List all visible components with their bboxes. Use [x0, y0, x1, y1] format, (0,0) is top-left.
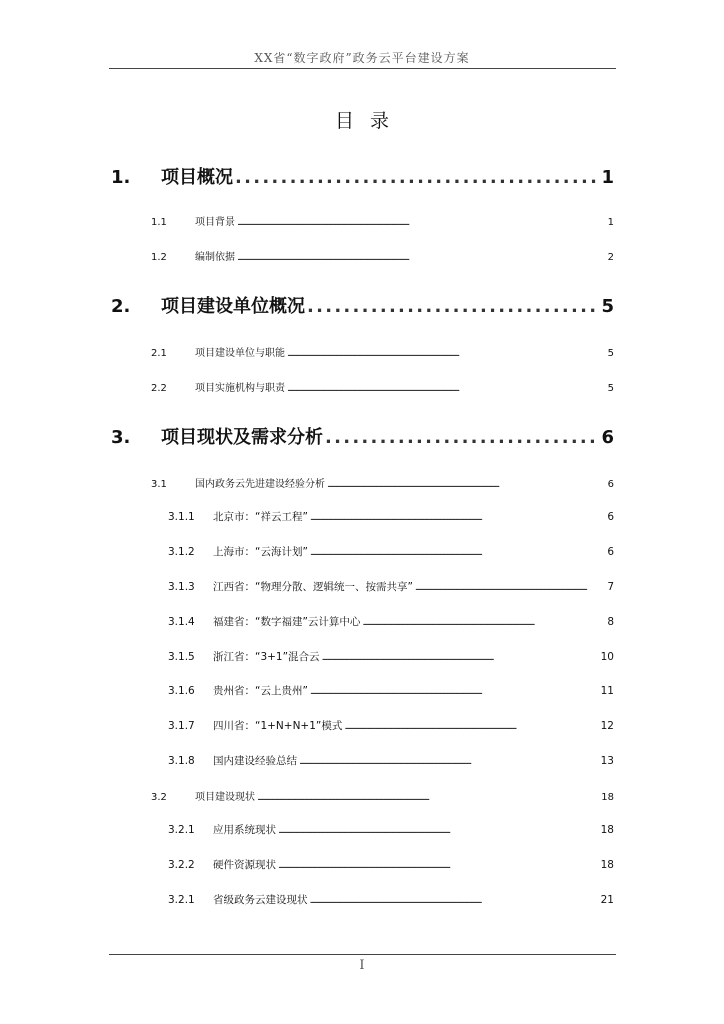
toc-entry-number: 3.2.2 — [168, 859, 195, 871]
toc-title: 目录 — [334, 110, 405, 132]
dot-leader — [344, 722, 598, 732]
dot-leader — [325, 427, 599, 448]
running-header: XX省“数字政府”政务云平台建设方案 — [254, 51, 470, 65]
toc-entry-label: 北京市：“祥云工程” — [213, 511, 308, 523]
footer-rule — [109, 954, 616, 955]
toc-entry-1-1[interactable] — [151, 213, 614, 228]
toc-entry-page: 6 — [607, 479, 614, 490]
toc-entry-2-2[interactable] — [151, 379, 614, 394]
toc-entry-label: 项目建设现状 — [195, 792, 255, 803]
dot-leader — [307, 296, 599, 317]
toc-entry-3-1-8[interactable] — [168, 753, 614, 768]
dot-leader — [237, 253, 606, 263]
dot-leader — [278, 861, 599, 871]
toc-entry-3-1-1[interactable] — [168, 509, 614, 524]
toc-entry-number: 1.2 — [151, 252, 167, 263]
toc-entry-page: 7 — [607, 581, 614, 593]
toc-entry-3-1[interactable] — [151, 475, 614, 490]
toc-entry-label: 项目建设单位与职能 — [195, 348, 285, 359]
dot-leader — [310, 687, 599, 697]
toc-entry-number: 2.1 — [151, 348, 167, 359]
toc-entry-number: 3. — [111, 427, 131, 448]
toc-entry-3-2-2[interactable] — [168, 857, 614, 872]
toc-entry-label: 项目实施机构与职责 — [195, 383, 285, 394]
dot-leader — [257, 793, 599, 803]
toc-entry-page: 6 — [601, 427, 614, 448]
toc-entry-1-2[interactable] — [151, 248, 614, 263]
toc-entry-3-1-5[interactable] — [168, 649, 614, 664]
toc-entry-label: 应用系统现状 — [213, 824, 276, 836]
page-number: I — [359, 958, 365, 973]
toc-entry-page: 1 — [601, 167, 614, 188]
toc-entry-number: 3.1.4 — [168, 616, 195, 628]
toc-entry-number: 1. — [111, 167, 131, 188]
toc-entry-page: 13 — [600, 755, 614, 767]
dot-leader — [237, 218, 606, 228]
toc-entry-number: 3.2.1 — [168, 894, 195, 906]
toc-entry-number: 3.1.3 — [168, 581, 195, 593]
toc-entry-3-1-3[interactable] — [168, 579, 614, 594]
toc-entry-3[interactable] — [111, 423, 614, 449]
dot-leader — [310, 896, 599, 906]
toc-entry-label: 上海市：“云海计划” — [213, 546, 308, 558]
dot-leader — [310, 548, 605, 558]
toc-entry-number: 3.1.8 — [168, 755, 195, 767]
dot-leader — [415, 583, 605, 593]
toc-entry-page: 10 — [600, 651, 614, 663]
toc-entry-page: 18 — [600, 824, 614, 836]
dot-leader — [235, 167, 599, 188]
toc-entry-3-1-6[interactable] — [168, 683, 614, 698]
toc-entry-label: 福建省：“数字福建”云计算中心 — [213, 616, 361, 628]
dot-leader — [362, 618, 605, 628]
toc-entry-label: 硬件资源现状 — [213, 859, 276, 871]
dot-leader — [299, 757, 599, 767]
toc-entry-number: 2.2 — [151, 383, 167, 394]
toc-entry-page: 2 — [607, 252, 614, 263]
toc-entry-number: 3.1.2 — [168, 546, 195, 558]
toc-entry-page: 5 — [607, 383, 614, 394]
toc-entry-page: 6 — [607, 511, 614, 523]
toc-entry-label: 浙江省：“3+1”混合云 — [213, 651, 320, 663]
toc-entry-label: 贵州省：“云上贵州” — [213, 685, 308, 697]
toc-entry-page: 18 — [600, 859, 614, 871]
dot-leader — [278, 826, 599, 836]
toc-entry-page: 11 — [600, 685, 614, 697]
toc-entry-1[interactable] — [111, 163, 614, 189]
toc-entry-number: 3.1.7 — [168, 720, 195, 732]
toc-entry-number: 3.1.6 — [168, 685, 195, 697]
toc-entry-page: 8 — [607, 616, 614, 628]
toc-entry-page: 6 — [607, 546, 614, 558]
toc-entry-label: 四川省：“1+N+N+1”模式 — [213, 720, 343, 732]
toc-entry-3-1-4[interactable] — [168, 614, 614, 629]
toc-entry-page: 1 — [607, 217, 614, 228]
dot-leader — [322, 653, 599, 663]
toc-entry-label: 国内政务云先进建设经验分析 — [195, 479, 325, 490]
toc-entry-label: 项目背景 — [195, 217, 235, 228]
dot-leader — [287, 349, 606, 359]
toc-entry-label: 江西省：“物理分散、逻辑统一、按需共享” — [213, 581, 413, 593]
toc-entry-label: 项目概况 — [161, 167, 233, 188]
dot-leader — [310, 513, 605, 523]
toc-entry-number: 3.2.1 — [168, 824, 195, 836]
toc-entry-page: 12 — [600, 720, 614, 732]
toc-entry-number: 1.1 — [151, 217, 167, 228]
dot-leader — [327, 480, 606, 490]
toc-entry-2-1[interactable] — [151, 344, 614, 359]
toc-entry-page: 5 — [607, 348, 614, 359]
toc-entry-2[interactable] — [111, 292, 614, 318]
toc-entry-label: 国内建设经验总结 — [213, 755, 297, 767]
toc-entry-3-2-1[interactable] — [168, 822, 614, 837]
toc-entry-page: 5 — [601, 296, 614, 317]
toc-entry-number: 3.1.1 — [168, 511, 195, 523]
toc-entry-label: 编制依据 — [195, 252, 235, 263]
toc-entry-page: 21 — [600, 894, 614, 906]
toc-entry-label: 项目现状及需求分析 — [161, 427, 323, 448]
toc-entry-3-1-7[interactable] — [168, 718, 614, 733]
toc-entry-number: 3.1 — [151, 479, 167, 490]
toc-entry-label: 省级政务云建设现状 — [213, 894, 308, 906]
toc-entry-number: 3.1.5 — [168, 651, 195, 663]
dot-leader — [287, 384, 606, 394]
toc-entry-3-2-1b[interactable] — [168, 892, 614, 907]
toc-entry-label: 项目建设单位概况 — [161, 296, 305, 317]
toc-entry-3-1-2[interactable] — [168, 544, 614, 559]
toc-entry-number: 3.2 — [151, 792, 167, 803]
toc-entry-number: 2. — [111, 296, 131, 317]
toc-entry-3-2[interactable] — [151, 788, 614, 803]
toc-entry-page: 18 — [601, 792, 614, 803]
